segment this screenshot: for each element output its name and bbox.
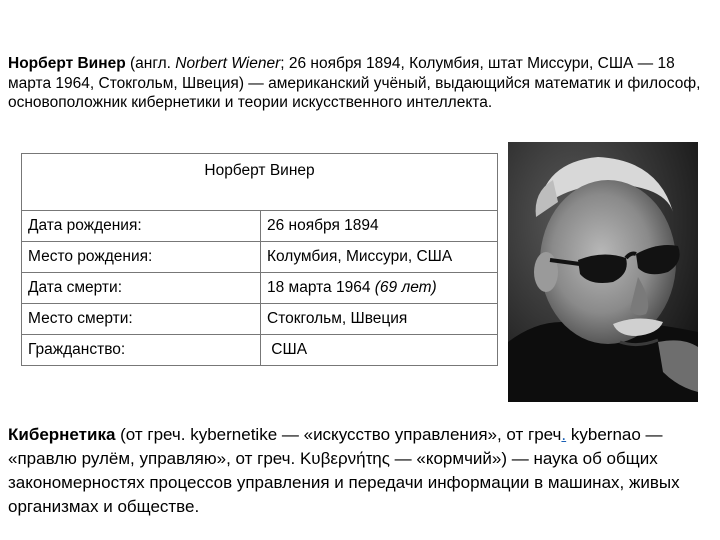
age-note: (69 лет) — [374, 279, 437, 296]
info-key: Место рождения: — [22, 242, 261, 273]
info-value: США — [261, 335, 498, 366]
info-row-death-place — [22, 304, 498, 335]
info-key: Дата рождения: — [22, 211, 261, 242]
cybernetics-term: Кибернетика — [8, 425, 116, 444]
info-value: 26 ноября 1894 — [261, 211, 498, 242]
info-key: Гражданство: — [22, 335, 261, 366]
info-value: Колумбия, Миссури, США — [261, 242, 498, 273]
info-value: Стокгольм, Швеция — [261, 304, 498, 335]
intro-body-text: ; 26 ноября 1894, Колумбия, штат Миссури, США — 18 марта 1964, Стокгольм, Швеция) — американский учёный, выдающийся математик и философ, основоположник кибернетики и теории искусственного интеллекта. — [8, 55, 701, 111]
intro-paragraph — [8, 54, 714, 113]
info-row-birth-date — [22, 211, 498, 242]
intro-name: Норберт Винер — [8, 55, 126, 72]
cybernetics-text-2: kybernao — «правлю рулём, управляю», от греч. Κυβερνήτης — «кормчий») — наука об общих закономерностях процессов управления и передачи информации в машинах, живых организмах и обществе. — [8, 425, 680, 516]
info-table — [21, 153, 498, 366]
info-caption-row — [22, 154, 498, 189]
info-spacer-row — [22, 188, 498, 211]
info-spacer — [22, 188, 498, 211]
info-row-birth-place — [22, 242, 498, 273]
portrait-photo — [508, 142, 698, 402]
info-caption: Норберт Винер — [22, 154, 498, 189]
info-row-citizenship — [22, 335, 498, 366]
info-key: Место смерти: — [22, 304, 261, 335]
portrait-illustration — [508, 142, 698, 402]
info-row-death-date — [22, 273, 498, 304]
info-value: 18 марта 1964 (69 лет) — [261, 273, 498, 304]
cybernetics-text-1: (от греч. kybernetike — «искусство управления», от греч — [115, 425, 562, 444]
greek-link[interactable]: . — [561, 425, 567, 444]
intro-latin-name: Norbert Wiener — [175, 55, 281, 72]
cybernetics-paragraph — [8, 423, 714, 519]
info-key: Дата смерти: — [22, 273, 261, 304]
intro-paren-open: (англ. — [125, 55, 176, 72]
